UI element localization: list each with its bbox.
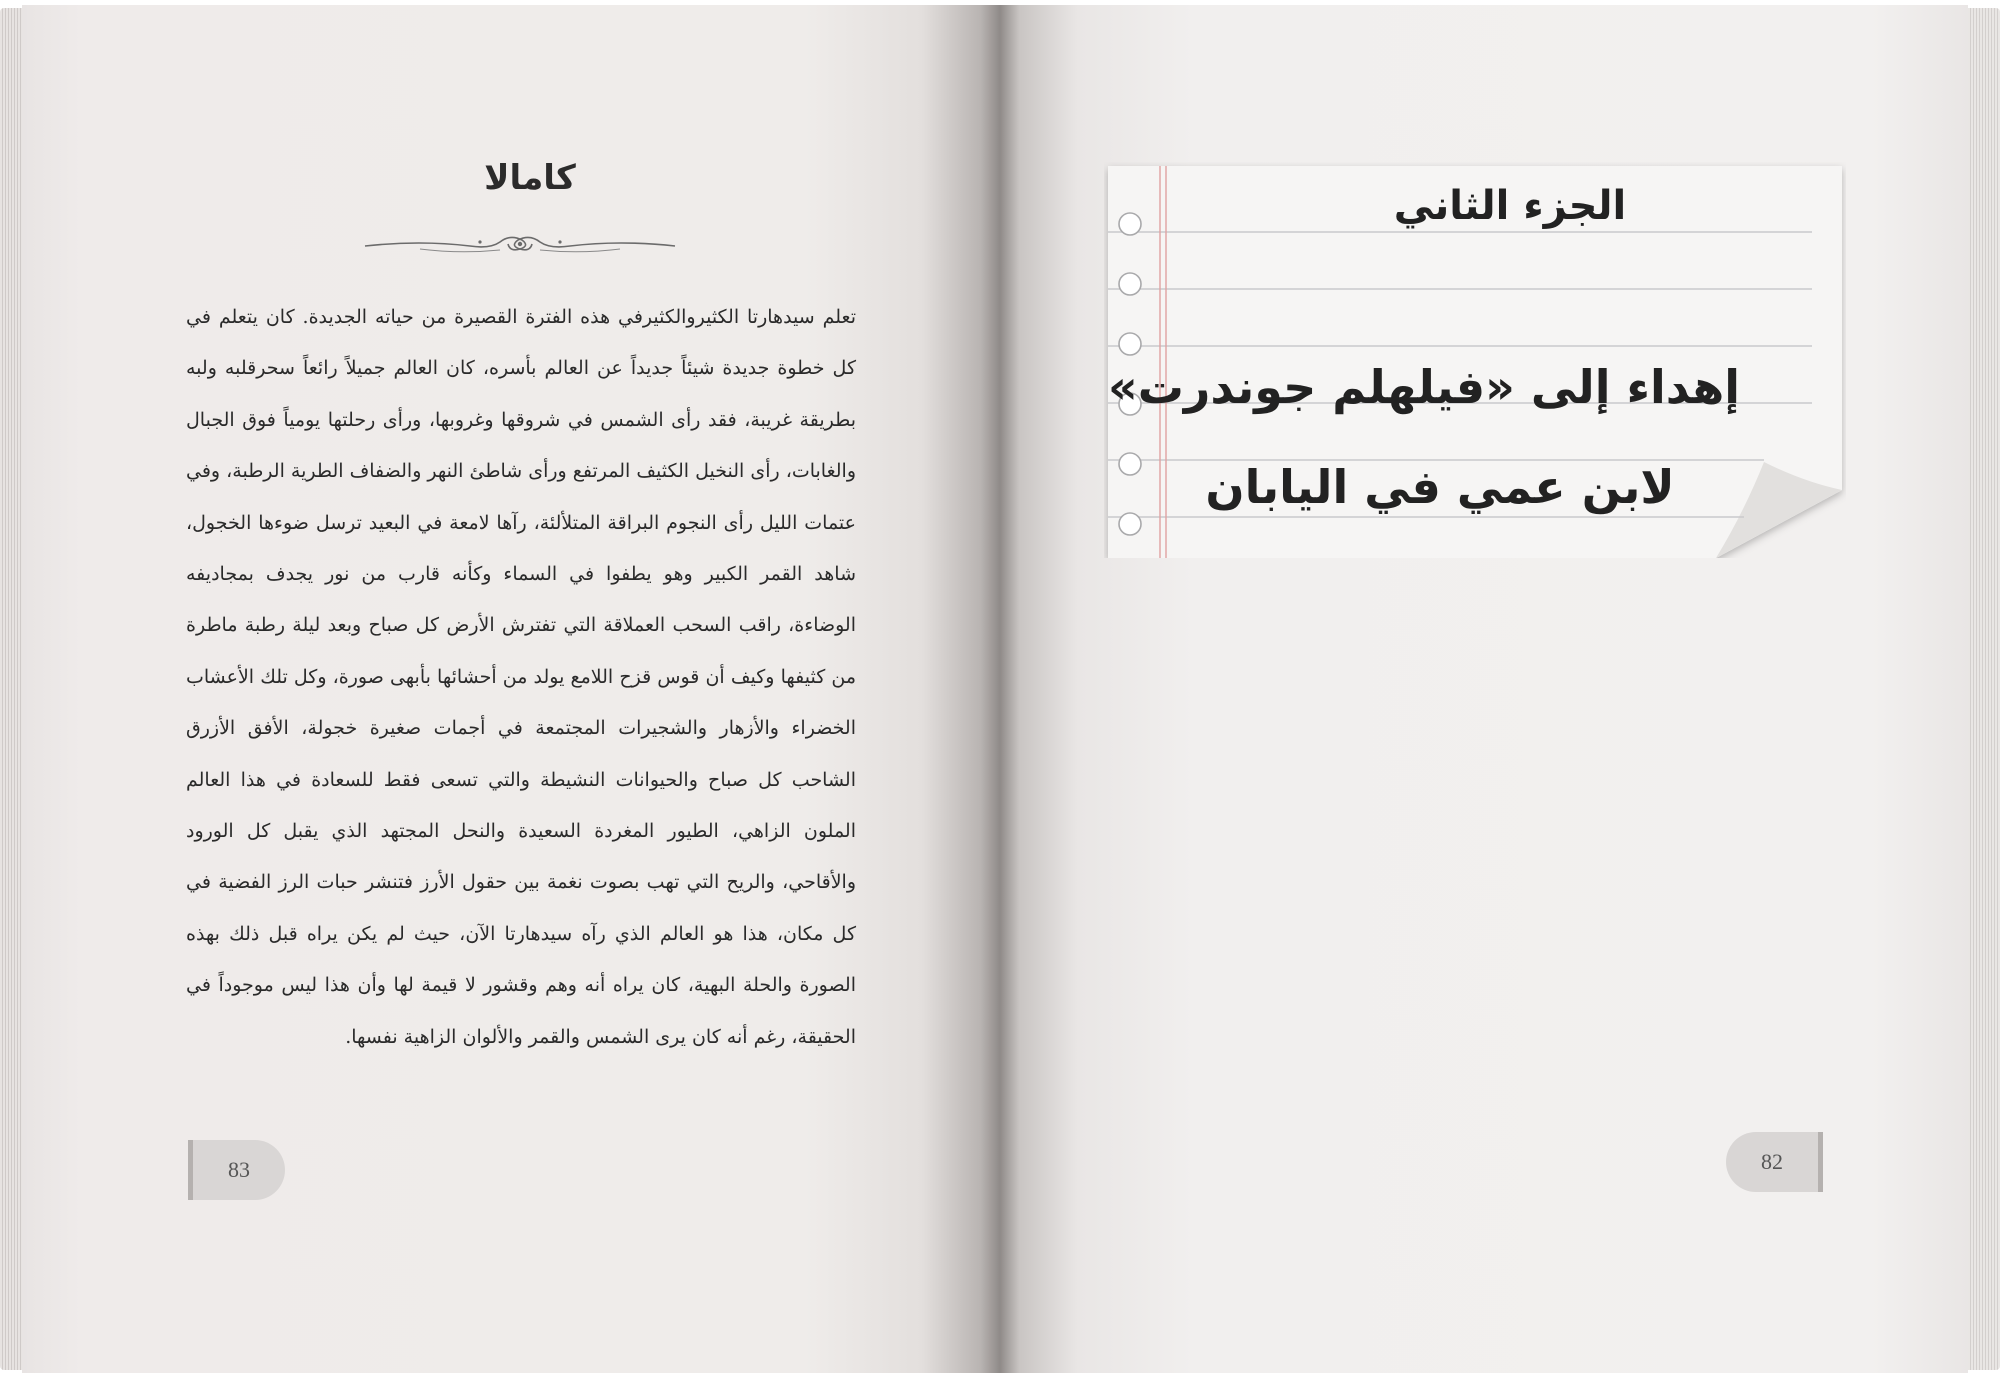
part-title: الجزء الثاني <box>1393 183 1627 229</box>
page-number-left <box>188 1140 285 1200</box>
dedication-line-2: لابن عمي في اليابان <box>1205 460 1675 514</box>
chapter-body-text: تعلم سيدهارتا الكثيروالكثيرفي هذه الفترة القصيرة من حياته الجديدة. كان يتعلم في كل خطوة جديدة شيئاً جديداً عن العالم بأسره، كان العالم جميلاً رائعاً سحرقلبه ولبه بطريقة غريبة، فقد رأى الشمس في شروقها وغروبها، ورأى رحلتها يومياً فوق الجبال والغابات، رأى النخيل الكثيف المرتفع ورأى شاطئ النهر والضفاف الطرية الرطبة، وفي عتمات الليل رأى النجوم البراقة المتلألئة، رآها لامعة في البعيد ترسل ضوءها الخجول، شاهد القمر الكبير وهو يطفوا في السماء وكأنه قارب من نور يجدف بمجاديفه الوضاءة، راقب السحب العملاقة التي تفترش الأرض كل صباح وبعد ليلة رطبة ماطرة من كثيفها وكيف أن قوس قزح اللامع يولد من أحشائها بأبهى صورة، وكل تلك الأعشاب الخضراء والأزهار والشجيرات المجتمعة في أجمات صغيرة خجولة، الأفق الأزرق الشاحب كل صباح والحيوانات النشيطة والتي تسعى فقط للسعادة في هذا العالم الملون الزاهي، الطيور المغردة السعيدة والنحل المجتهد الذي يقبل كل الورود والأقاحي، والريح التي تهب بصوت نغمة بين حقول الأرز فتنشر حبات الرز الفضية في كل مكان، هذا هو العالم الذي رآه سيدهارتا الآن، حيث لم يكن يراه قبل ذلك بهذه الصورة والحلة البهية، كان يراه أنه وهم وقشور لا قيمة لها وأن هذا ليس موجوداً في الحقيقة، رغم أنه كان يرى الشمس والقمر والألوان الزاهية نفسها. <box>186 306 856 1048</box>
ornament-divider <box>360 222 680 262</box>
page-edges-right <box>1968 8 2000 1370</box>
chapter-title: كامالا <box>484 158 576 198</box>
page-number-right-label: 82 <box>1761 1149 1783 1174</box>
page-number-left-label: 83 <box>228 1157 250 1182</box>
dedication-line-1: إهداء إلى «فيلهلم جوندرت» <box>1107 360 1740 414</box>
page-number-right <box>1726 1132 1823 1192</box>
